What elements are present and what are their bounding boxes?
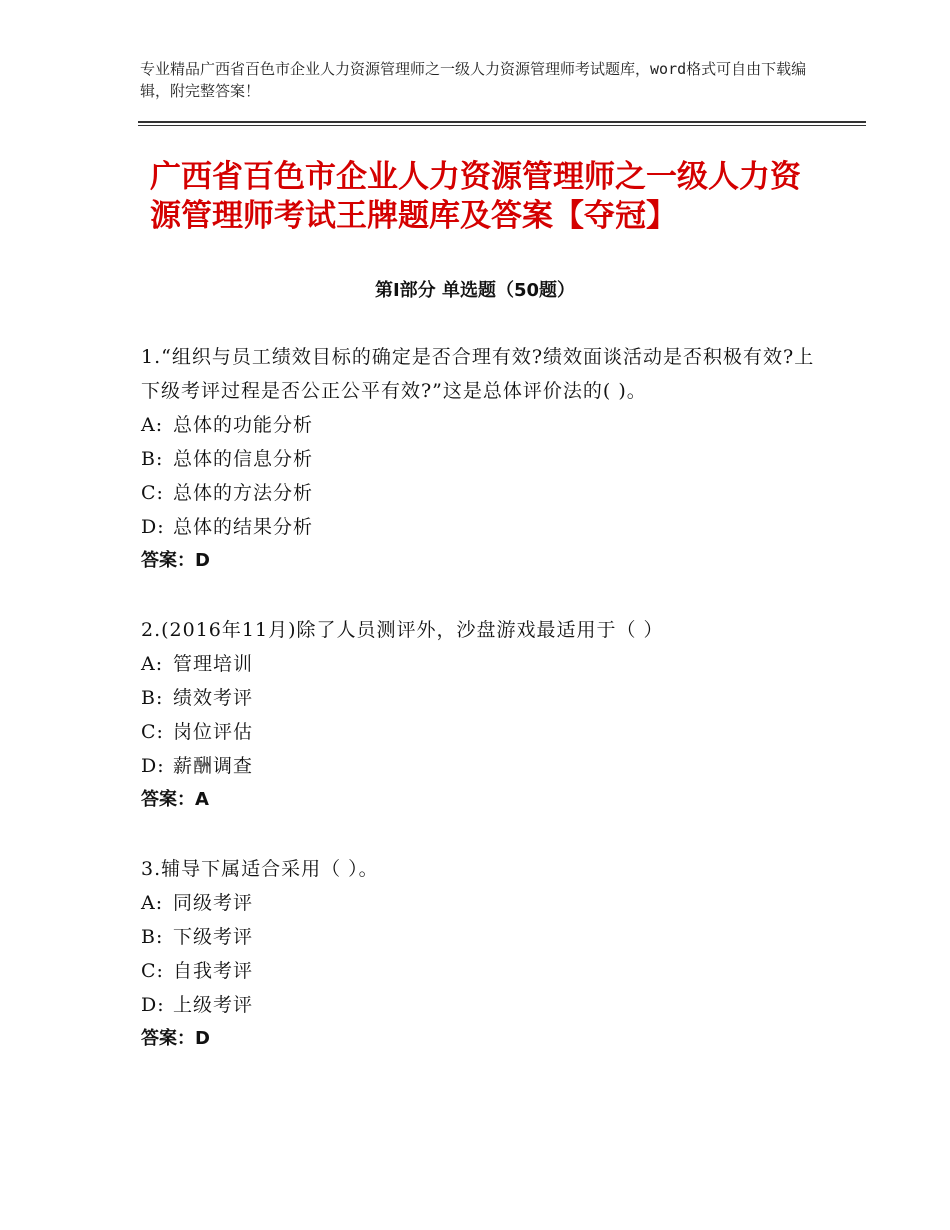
section-heading: 第Ⅰ部分 单选题（50题） <box>374 280 575 301</box>
option-text: 总体的结果分析 <box>173 516 314 538</box>
option-text: 绩效考评 <box>173 687 254 709</box>
option-letter: C: <box>141 482 164 504</box>
option-d <box>141 749 821 783</box>
option-d <box>141 510 821 544</box>
option-text: 同级考评 <box>173 892 254 914</box>
option-text: 自我考评 <box>173 960 254 982</box>
option-letter: B: <box>141 448 164 470</box>
option-letter: B: <box>141 687 164 709</box>
option-letter: B: <box>141 926 164 948</box>
option-text: 岗位评估 <box>173 721 254 743</box>
option-text: 管理培训 <box>173 653 254 675</box>
option-letter: C: <box>141 721 164 743</box>
option-text: 下级考评 <box>173 926 254 948</box>
question-3 <box>141 852 821 1056</box>
option-text: 上级考评 <box>173 994 254 1016</box>
option-letter: D: <box>141 755 165 777</box>
option-text: 薪酬调查 <box>173 755 254 777</box>
option-text: 总体的方法分析 <box>173 482 314 504</box>
question-1 <box>141 340 821 578</box>
answer-label: 答案：D <box>141 550 210 571</box>
header-note: 专业精品广西省百色市企业人力资源管理师之一级人力资源管理师考试题库，word格式可自由下载编辑，附完整答案！ <box>140 60 807 100</box>
question-stem: 3.辅导下属适合采用（ ）。 <box>141 858 379 880</box>
document-title: 广西省百色市企业人力资源管理师之一级人力资源管理师考试王牌题库及答案【夺冠】 <box>150 159 801 234</box>
question-stem: 2.(2016年11月)除了人员测评外，沙盘游戏最适用于（ ） <box>141 619 664 641</box>
option-a <box>141 408 821 442</box>
option-a <box>141 647 821 681</box>
header-divider <box>138 121 866 126</box>
option-letter: C: <box>141 960 164 982</box>
option-letter: A: <box>141 653 164 675</box>
answer-label: 答案：A <box>141 789 209 810</box>
option-a <box>141 886 821 920</box>
question-stem: 1.“组织与员工绩效目标的确定是否合理有效?绩效面谈活动是否积极有效?上下级考评过程是否公正公平有效?”这是总体评价法的( )。 <box>141 346 815 402</box>
answer-label: 答案：D <box>141 1028 210 1049</box>
option-b <box>141 681 821 715</box>
option-c <box>141 476 821 510</box>
option-c <box>141 715 821 749</box>
option-b <box>141 442 821 476</box>
option-b <box>141 920 821 954</box>
option-d <box>141 988 821 1022</box>
option-c <box>141 954 821 988</box>
option-text: 总体的功能分析 <box>173 414 314 436</box>
option-letter: D: <box>141 516 165 538</box>
option-letter: D: <box>141 994 165 1016</box>
option-text: 总体的信息分析 <box>173 448 314 470</box>
option-letter: A: <box>141 892 164 914</box>
option-letter: A: <box>141 414 164 436</box>
question-2 <box>141 613 821 817</box>
